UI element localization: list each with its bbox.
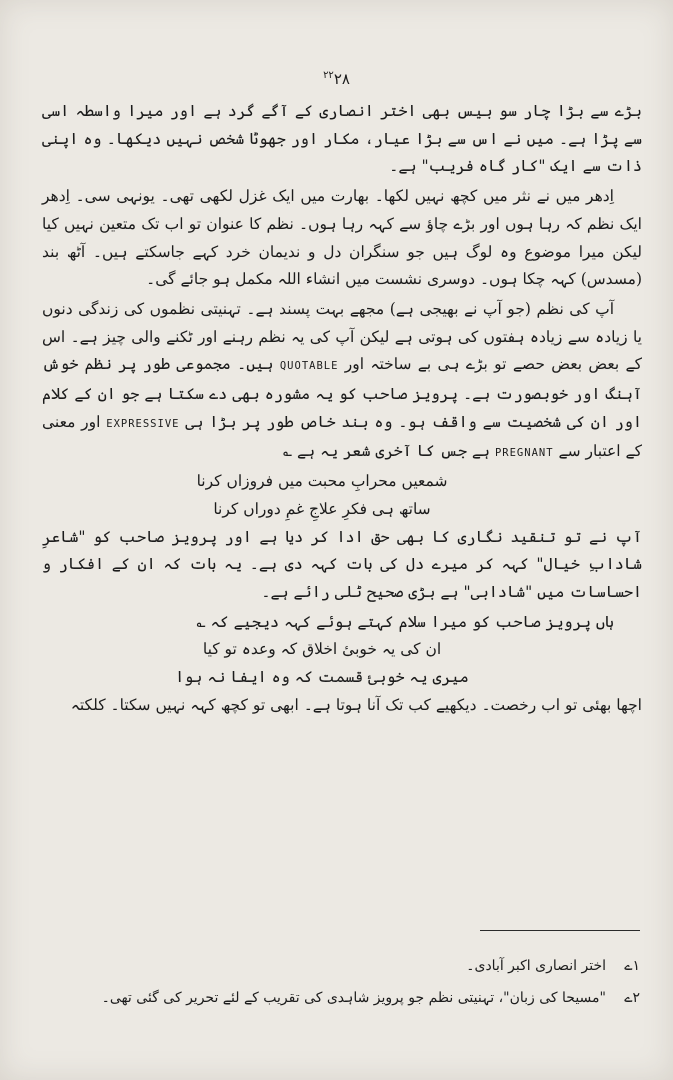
footnote-divider <box>480 930 640 931</box>
paragraph-3-text-3: اور معنی کے اعتبار سے <box>42 412 642 461</box>
paragraph-3-text-2: ہیں۔ مجموعی طور پر نظم خوش آہنگ اور خوبصورت ہے۔ پرویز صاحب کو یہ مشورہ بھی دے سکتا ہے جو ان کے کلام اور ان کی شخصیت سے واقف ہو۔ وہ بند خاص طور پر بڑا ہی <box>42 355 642 431</box>
latin-word-quotable: QUOTABLE <box>279 360 339 373</box>
footnote-2 <box>80 982 640 1014</box>
verse-line: ان کی یہ خوبیٔ اخلاق کہ وعدہ تو کیا <box>202 640 442 659</box>
verse-line: شمعیں محرابِ محبت میں فروزاں کرنا <box>196 472 448 491</box>
verse-block-1 <box>42 468 642 523</box>
paragraph-3-text: آپ کی نظم (جو آپ نے بھیجی ہے) مجھے بہت پسند ہے۔ تہنیتی نظموں کی زندگی دنوں یا زیادہ سے زیادہ ہفتوں کی ہوتی ہے لیکن آپ کی یہ نظم رہنے اور ٹکنے والی چیز ہے۔ اس کے بعض بعض حصے تو بڑے ہی بے ساختہ اور <box>42 299 642 374</box>
footnote-mark: ۲ے <box>624 990 640 1006</box>
closing-line: اچھا بھئی تو اب رخصت۔ دیکھیے کب تک آنا ہوتا ہے۔ ابھی تو کچھ کہہ نہیں سکتا۔ کلکتہ <box>70 695 642 714</box>
footnotes <box>80 950 640 1014</box>
paragraph-3 <box>42 296 642 468</box>
footnote-1 <box>80 950 640 982</box>
verse-line: میری یہ خوبیٔ قسمت کہ وہ ایفا نہ ہوا <box>175 668 469 687</box>
paragraph-3-text-4: ہے جس کا آخری شعر یہ ہے ؎ <box>282 442 491 461</box>
paragraph-1: بڑے سے بڑا چار سو بیس بھی اختر انصاری کے آگے گرد ہے اور میرا واسطہ اسی سے پڑا ہے۔ میں نے اس سے بڑا عیار، مکار اور جھوٹا شخص نہیں دیکھا۔ وہ اپنی ذات سے ایک "کار گاہ فریب" ہے۔ <box>42 102 642 176</box>
verse-line: ساتھ ہی فکرِ علاجِ غمِ دوراں کرنا <box>213 499 431 518</box>
paragraph-4: آپ نے تو تنقید نگاری کا بھی حق ادا کر دیا ہے اور پرویز صاحب کو "شاعرِ شادابِ خیال" کہہ کر میرے دل کی بات کہہ دی ہے۔ یہ بات کہ ان کے افکار و احساسات میں "شادابی" ہے بڑی صحیح ٹلی رائے ہے۔ <box>42 527 642 601</box>
paragraph-2: اِدھر میں نے نثر میں کچھ نہیں لکھا۔ بھارت میں ایک غزل لکھی تھی۔ یونہی سی۔ اِدھر ایک نظم کہ رہا ہوں اور بڑے چاؤ سے کہہ رہا ہوں۔ نظم کا عنوان تو اب تک متعین نہیں کیا لیکن میرا موضوع وہ لوگ ہیں جو سنگران دل و ندیمان خرد کہے جاسکتے ہیں۔ آٹھ بند (مسدس) کہہ چکا ہوں۔ دوسری نشست میں انشاء اللہ مکمل ہو جائے گی۔ <box>42 187 642 289</box>
page-note-ref: ۲۲ <box>323 70 334 81</box>
paragraph-5-intro: ہاں پرویز صاحب کو میرا سلام کہتے ہوئے کہہ دیجیے کہ ؎ <box>196 612 614 631</box>
verse-block-2 <box>42 636 642 691</box>
page-number-text: ۲۸ <box>333 70 350 88</box>
latin-word-pregnant: PREGNANT <box>494 447 554 460</box>
letter-body <box>42 98 642 719</box>
footnote-mark: ۱ے <box>624 958 640 974</box>
footnote-text: "مسیحا کی زبان"، تہنیتی نظم جو پرویز شاہدی کی تقریب کے لئے تحریر کی گئی تھی۔ <box>101 990 606 1006</box>
footnote-text: اختر انصاری اکبر آبادی۔ <box>466 958 606 974</box>
latin-word-expressive: EXPRESSIVE <box>106 417 180 430</box>
page-number <box>0 70 673 88</box>
